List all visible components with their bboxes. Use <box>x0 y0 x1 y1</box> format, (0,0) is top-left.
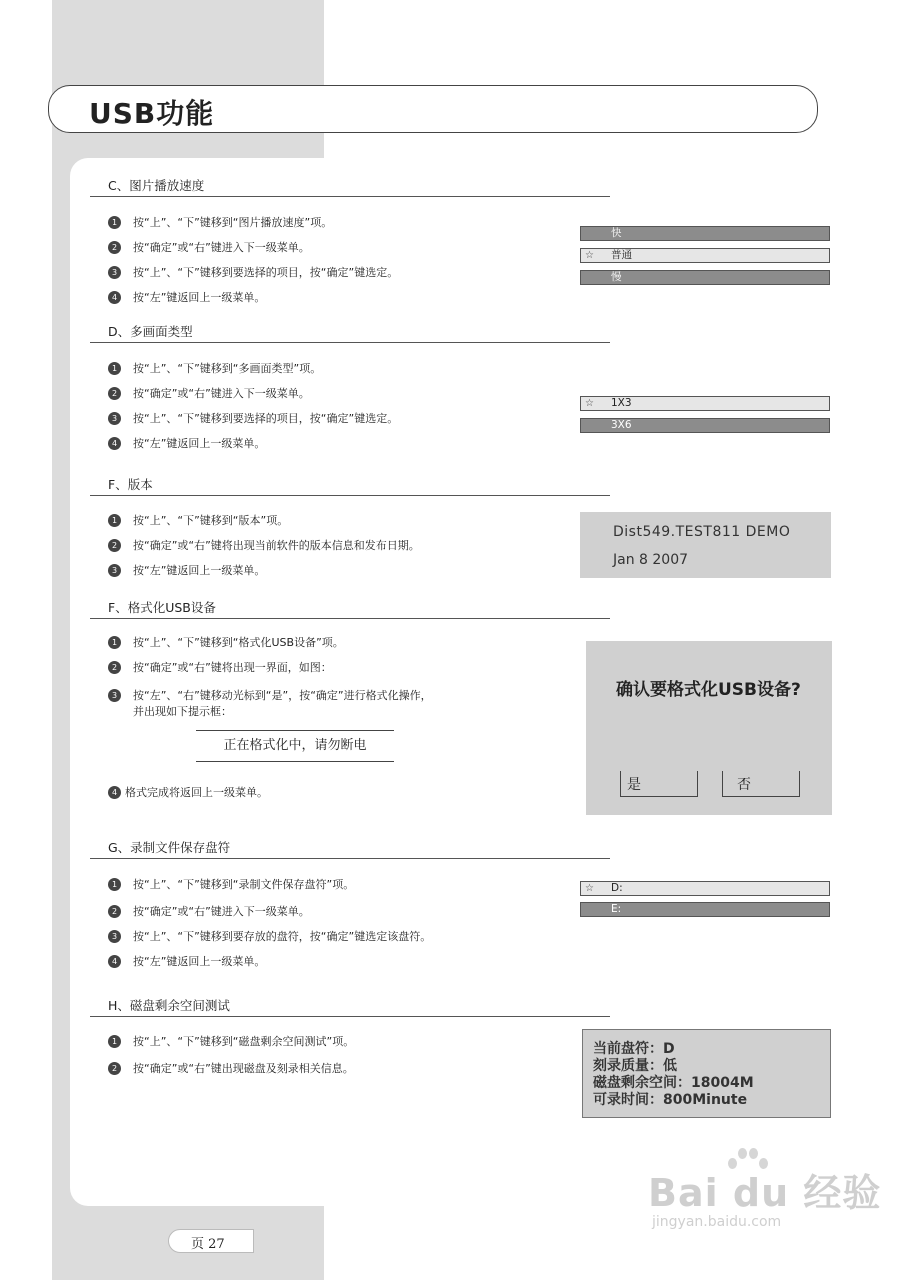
step-g-4: 4 按“左”键返回上一级菜单。 <box>108 953 265 969</box>
disk-current-drive: 当前盘符：D <box>593 1041 675 1057</box>
step-f-3: 3 按“左”、“右”键移动光标到“是”，按“确定”进行格式化操作， <box>108 687 432 703</box>
step-e-2: 2 按“确定”或“右”键将出现当前软件的版本信息和发布日期。 <box>108 537 420 553</box>
bullet-4-icon: 4 <box>108 437 121 450</box>
bullet-2-icon: 2 <box>108 661 121 674</box>
section-heading-version: F、版本 <box>90 473 610 496</box>
formatting-message: 正在格式化中，请勿断电 <box>196 730 394 762</box>
disk-free-space: 磁盘剩余空间：18004M <box>593 1075 754 1091</box>
step-d-1: 1 按“上”、“下”键移到“多画面类型”项。 <box>108 360 321 376</box>
menu-item-fast[interactable]: 快 <box>580 226 830 241</box>
bullet-2-icon: 2 <box>108 1062 121 1075</box>
step-f-4: 4 格式完成将返回上一级菜单。 <box>108 784 268 800</box>
bullet-3-icon: 3 <box>108 930 121 943</box>
disk-record-quality: 刻录质量：低 <box>593 1058 677 1074</box>
version-date: Jan 8 2007 <box>613 552 689 568</box>
bullet-3-icon: 3 <box>108 564 121 577</box>
step-c-2: 2 按“确定”或“右”键进入下一级菜单。 <box>108 239 310 255</box>
menu-item-drive-e[interactable]: E: <box>580 902 830 917</box>
section-heading-d: D、多画面类型 <box>90 320 610 343</box>
section-heading-record-drive: G、录制文件保存盘符 <box>90 836 610 859</box>
menu-item-1x3[interactable]: ☆ 1X3 <box>580 396 830 411</box>
version-info-box <box>580 512 831 578</box>
yes-button[interactable]: 是 <box>620 771 698 797</box>
step-h-1: 1 按“上”、“下”键移到“磁盘剩余空间测试”项。 <box>108 1033 354 1049</box>
bullet-3-icon: 3 <box>108 689 121 702</box>
menu-item-drive-d[interactable]: ☆ D: <box>580 881 830 896</box>
step-d-3: 3 按“上”、“下”键移到要选择的项目，按“确定”键选定。 <box>108 410 398 426</box>
no-button[interactable]: 否 <box>722 771 800 797</box>
step-c-3: 3 按“上”、“下”键移到要选择的项目，按“确定”键选定。 <box>108 264 398 280</box>
bullet-2-icon: 2 <box>108 387 121 400</box>
page-number: 页 27 <box>191 1237 225 1252</box>
format-confirm-dialog <box>586 641 832 815</box>
watermark-logo: Bai du 经验 <box>648 1171 882 1215</box>
step-g-1: 1 按“上”、“下”键移到“录制文件保存盘符”项。 <box>108 876 354 892</box>
step-c-1: 1 按“上”、“下”键移到“图片播放速度”项。 <box>108 214 332 230</box>
bullet-3-icon: 3 <box>108 412 121 425</box>
bullet-2-icon: 2 <box>108 539 121 552</box>
bullet-1-icon: 1 <box>108 878 121 891</box>
step-e-3: 3 按“左”键返回上一级菜单。 <box>108 562 265 578</box>
title-bar <box>48 85 818 133</box>
step-d-2: 2 按“确定”或“右”键进入下一级菜单。 <box>108 385 310 401</box>
dialog-question: 确认要格式化USB设备? <box>616 680 801 700</box>
bullet-1-icon: 1 <box>108 636 121 649</box>
disk-info-box <box>582 1029 831 1118</box>
step-f-3-cont: 并出现如下提示框： <box>133 705 232 718</box>
step-h-2: 2 按“确定”或“右”键出现磁盘及刻录相关信息。 <box>108 1060 354 1076</box>
star-icon: ☆ <box>585 398 594 409</box>
page-title: USB功能 <box>89 97 215 130</box>
step-d-4: 4 按“左”键返回上一级菜单。 <box>108 435 265 451</box>
step-g-2: 2 按“确定”或“右”键进入下一级菜单。 <box>108 903 310 919</box>
menu-item-slow[interactable]: 慢 <box>580 270 830 285</box>
bullet-1-icon: 1 <box>108 514 121 527</box>
bullet-1-icon: 1 <box>108 216 121 229</box>
step-g-3: 3 按“上”、“下”键移到要存放的盘符，按“确定”键选定该盘符。 <box>108 928 431 944</box>
section-heading-disk-space: H、磁盘剩余空间测试 <box>90 994 610 1017</box>
step-f-1: 1 按“上”、“下”键移到“格式化USB设备”项。 <box>108 634 344 650</box>
bullet-3-icon: 3 <box>108 266 121 279</box>
star-icon: ☆ <box>585 250 594 261</box>
step-c-4: 4 按“左”键返回上一级菜单。 <box>108 289 265 305</box>
bullet-1-icon: 1 <box>108 362 121 375</box>
star-icon: ☆ <box>585 883 594 894</box>
bullet-4-icon: 4 <box>108 955 121 968</box>
section-heading-format: F、格式化USB设备 <box>90 596 610 619</box>
bullet-2-icon: 2 <box>108 241 121 254</box>
menu-item-3x6[interactable]: 3X6 <box>580 418 830 433</box>
bullet-2-icon: 2 <box>108 905 121 918</box>
bullet-4-icon: 4 <box>108 291 121 304</box>
disk-record-time: 可录时间：800Minute <box>593 1092 748 1108</box>
bullet-4-icon: 4 <box>108 786 121 799</box>
menu-item-normal[interactable]: ☆ 普通 <box>580 248 830 263</box>
step-e-1: 1 按“上”、“下”键移到“版本”项。 <box>108 512 288 528</box>
watermark-url: jingyan.baidu.com <box>652 1214 782 1230</box>
bullet-1-icon: 1 <box>108 1035 121 1048</box>
page-number-tab <box>168 1229 254 1253</box>
version-string: Dist549.TEST811 DEMO <box>613 524 791 540</box>
step-f-2: 2 按“确定”或“右”键将出现一界面，如图： <box>108 659 332 675</box>
section-heading-c: C、图片播放速度 <box>90 174 610 197</box>
